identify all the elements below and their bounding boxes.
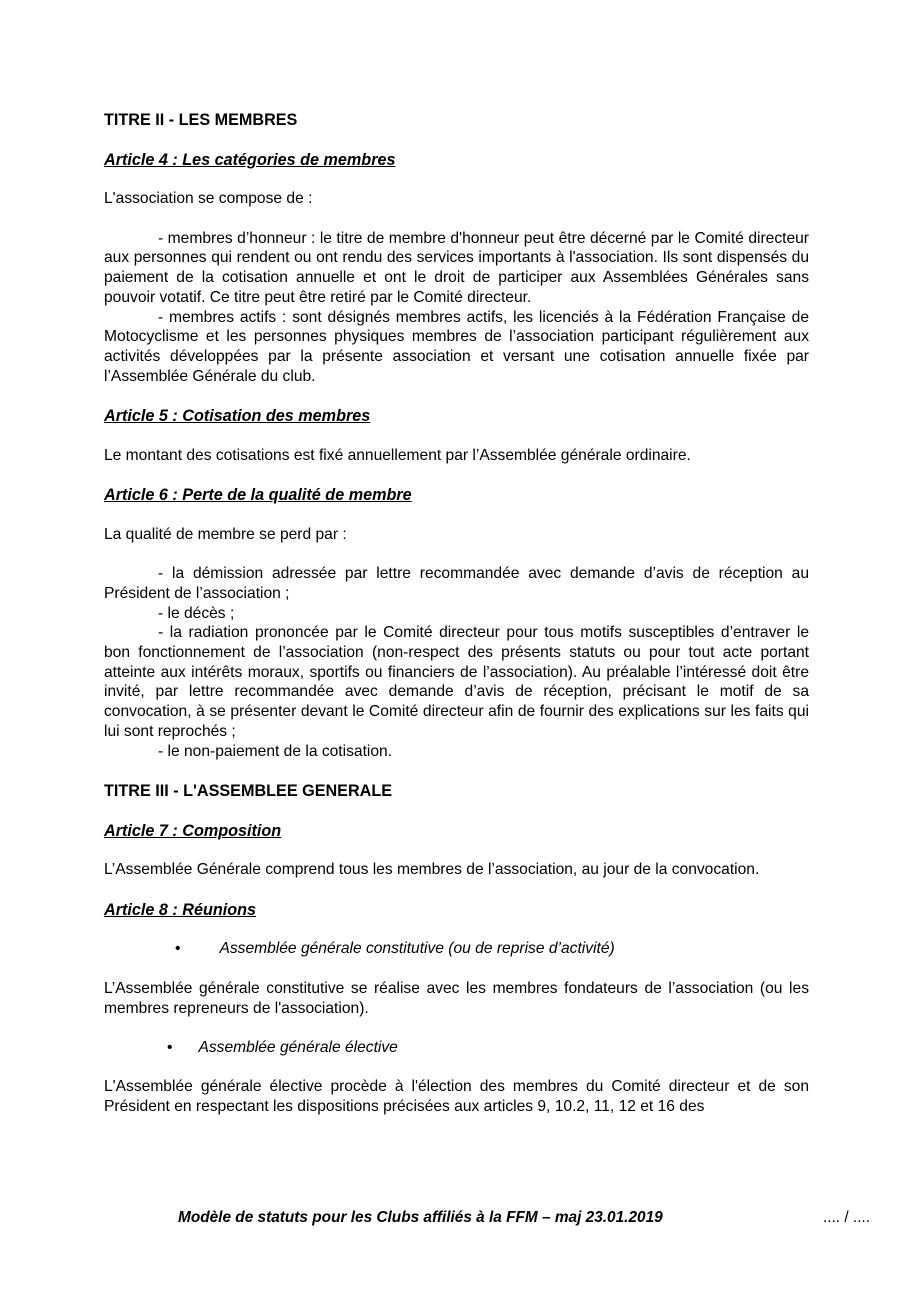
title-titre-3: TITRE III - L'ASSEMBLEE GENERALE	[104, 781, 393, 800]
list-item-deces: - le décès ;	[158, 604, 235, 622]
page-footer	[104, 1208, 870, 1228]
document-content	[104, 110, 809, 1136]
article-6-heading: Article 6 : Perte de la qualité de membre	[104, 486, 412, 505]
paragraph-article-5-body: Le montant des cotisations est fixé annuellement par l’Assemblée générale ordinaire.	[104, 446, 691, 464]
bullet-label-ag-elective: Assemblée générale élective	[198, 1038, 398, 1056]
article-7-heading: Article 7 : Composition	[104, 821, 282, 840]
bullet-icon: •	[175, 940, 181, 958]
bullet-label-ag-constitutive: Assemblée générale constitutive (ou de reprise d’activité)	[219, 940, 615, 958]
paragraph-association-intro: L'association se compose de :	[104, 190, 313, 208]
title-titre-2: TITRE II - LES MEMBRES	[104, 111, 298, 129]
article-8-heading: Article 8 : Réunions	[104, 900, 257, 919]
bullet-item-ag-elective	[104, 1038, 809, 1058]
bullet-icon: •	[167, 1038, 173, 1056]
list-item-non-paiement: - le non-paiement de la cotisation.	[158, 742, 393, 760]
footer-page-marker: .... / ....	[822, 1209, 870, 1226]
article-4-heading: Article 4 : Les catégories de membres	[104, 150, 396, 169]
paragraph-membres-honneur: - membres d’honneur : le titre de membre d'honneur peut être décerné par le Comité directeur aux personnes qui rendent ou ont rendu des services importants à l'association. Ils sont dispensés du paiement de la cotisation annuelle et ont le droit de participer aux Assemblées Générales sans pouvoir votatif. Ce titre peut être retiré par le Comité directeur.	[104, 229, 809, 306]
paragraph-article-6-intro: La qualité de membre se perd par :	[104, 525, 347, 543]
list-item-radiation: - la radiation prononcée par le Comité directeur pour tous motifs susceptibles d’entraver le bon fonctionnement de l’association (non-respect des présents statuts ou pour tout acte portant atteinte aux intérêts moraux, sportifs ou financiers de l’association). Au préalable l’intéressé doit être invité, par lettre recommandée avec demande d’avis de réception, précisant le motif de sa convocation, à se présenter devant le Comité directeur afin de fournir des explications sur les faits qui lui sont reprochés ;	[104, 624, 809, 740]
list-item-demission: - la démission adressée par lettre recommandée avec demande d’avis de réception au Président de l’association ;	[104, 565, 809, 602]
bullet-item-ag-constitutive	[104, 939, 809, 959]
paragraph-ag-elective: L'Assemblée générale élective procède à l'élection des membres du Comité directeur et de son Président en respectant les dispositions précisées aux articles 9, 10.2, 11, 12 et 16 des	[104, 1078, 809, 1115]
paragraph-ag-constitutive: L’Assemblée générale constitutive se réalise avec les membres fondateurs de l’association (ou les membres repreneurs de l'association).	[104, 979, 809, 1017]
article-5-heading: Article 5 : Cotisation des membres	[104, 407, 371, 426]
footer-document-title: Modèle de statuts pour les Clubs affiliés à la FFM – maj 23.01.2019	[178, 1209, 663, 1226]
paragraph-article-7-body: L’Assemblée Générale comprend tous les membres de l’association, au jour de la convocation.	[104, 861, 760, 879]
paragraph-membres-actifs: - membres actifs : sont désignés membres actifs, les licenciés à la Fédération Française de Motocyclisme et les personnes physiques membres de l’association participant régulièrement aux activités développées par la présente association et versant une cotisation annuelle fixée par l’Assemblée Générale du club.	[104, 308, 809, 385]
